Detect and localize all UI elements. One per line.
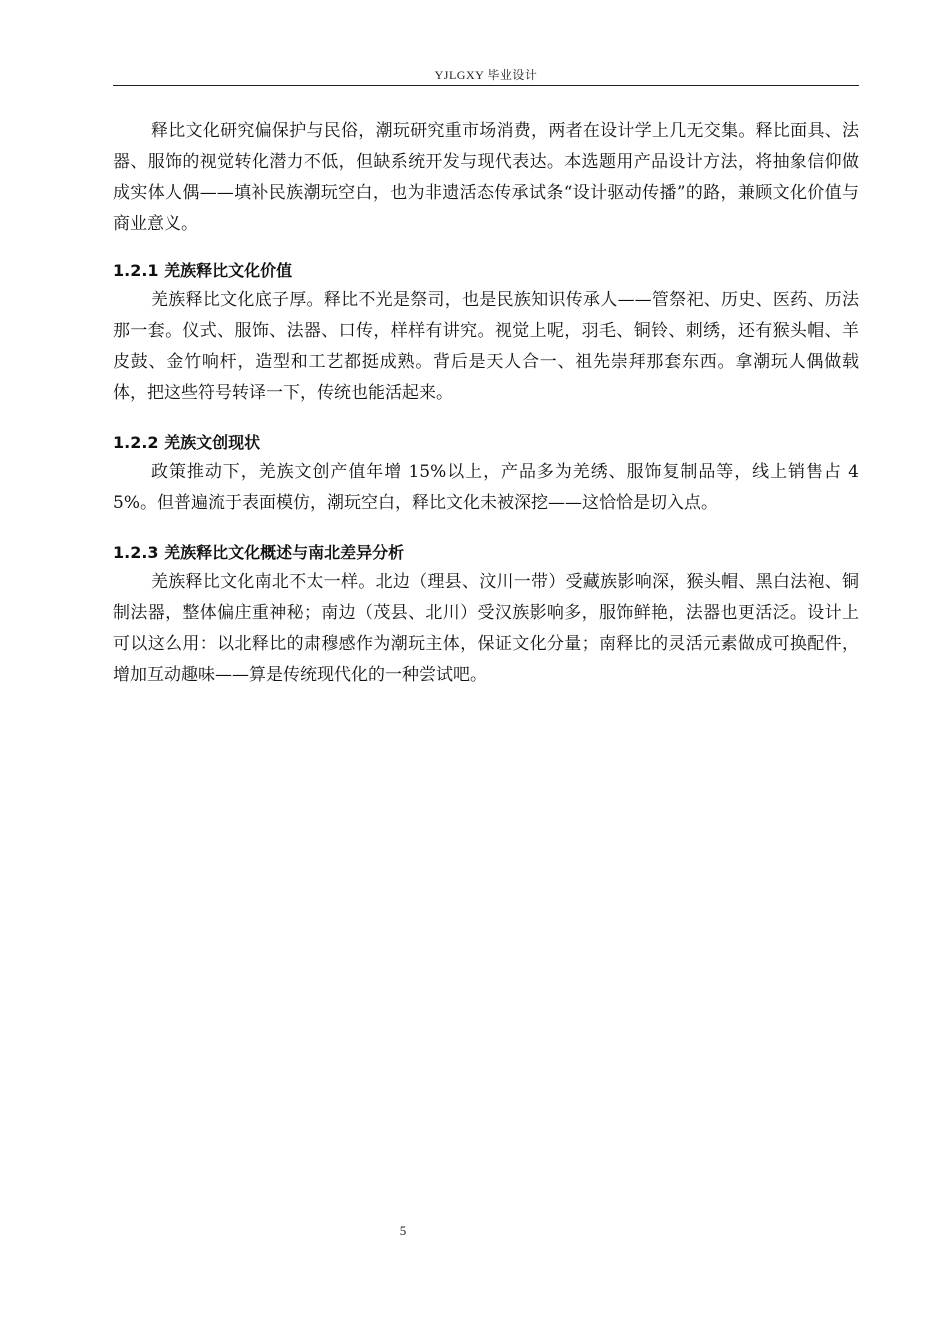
section-paragraph-1-2-2: 政策推动下，羌族文创产值年增 15%以上，产品多为羌绣、服饰复制品等，线上销售占 45%。但普遍流于表面模仿，潮玩空白，释比文化未被深挖——这恰恰是切入点。 — [113, 462, 859, 513]
header-rule — [113, 85, 859, 86]
page-header: YJLGXY 毕业设计 — [434, 68, 538, 82]
document-body — [113, 116, 859, 691]
intro-paragraph: 释比文化研究偏保护与民俗，潮玩研究重市场消费，两者在设计学上几无交集。释比面具、法器、服饰的视觉转化潜力不低，但缺系统开发与现代表达。本选题用产品设计方法，将抽象信仰做成实体人偶——填补民族潮玩空白，也为非遗活态传承试条“设计驱动传播”的路，兼顾文化价值与商业意义。 — [113, 121, 859, 234]
section-heading-1-2-1: 1.2.1 羌族释比文化价值 — [113, 261, 293, 280]
section-heading-1-2-2: 1.2.2 羌族文创现状 — [113, 433, 261, 452]
section-heading-1-2-3: 1.2.3 羌族释比文化概述与南北差异分析 — [113, 543, 405, 562]
section-paragraph-1-2-1: 羌族释比文化底子厚。释比不光是祭司，也是民族知识传承人——管祭祀、历史、医药、历法那一套。仪式、服饰、法器、口传，样样有讲究。视觉上呢，羽毛、铜铃、刺绣，还有猴头帽、羊皮鼓、金竹响杆，造型和工艺都挺成熟。背后是天人合一、祖先崇拜那套东西。拿潮玩人偶做载体，把这些符号转译一下，传统也能活起来。 — [113, 290, 859, 403]
section-paragraph-1-2-3: 羌族释比文化南北不太一样。北边（理县、汶川一带）受藏族影响深，猴头帽、黑白法袍、铜制法器，整体偏庄重神秘；南边（茂县、北川）受汉族影响多，服饰鲜艳，法器也更活泛。设计上可以这么用：以北释比的肃穆感作为潮玩主体，保证文化分量；南释比的灵活元素做成可换配件，增加互动趣味——算是传统现代化的一种尝试吧。 — [113, 572, 859, 685]
page-number: 5 — [399, 1223, 407, 1238]
